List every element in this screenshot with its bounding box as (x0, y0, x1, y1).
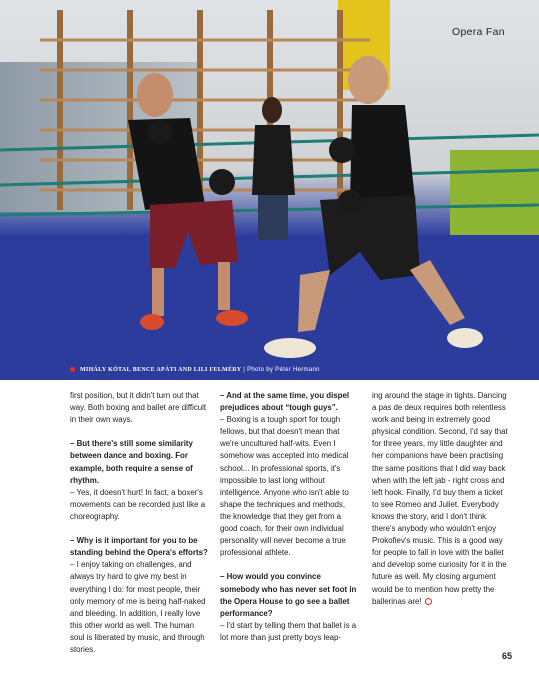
interview-answer: – Boxing is a tough sport for tough fellows, but that doesn't mean that we're uncultured half-wits. Even I somehow was accepted into medical school... In professional sports, it's impossible to last long without intelligence. Anyone who isn't able to shape the techniques and methods, the knowledge that they get from a good coach, for their own individual personality will never become a true professional athlete. (220, 415, 349, 558)
interview-answer: – I enjoy taking on challenges, and always try hard to give my best in everything I do: for most people, their only memory of me is being half-naked and bleeding. In addition, I really love this other world as well. The human soul is liberated by music, and through stories. (70, 560, 206, 654)
end-of-article-icon (425, 598, 432, 605)
paragraph-gap (70, 523, 208, 535)
interview-question: – How would you convince somebody who has never set foot in the Opera House to go see a ballet performance? (220, 572, 357, 618)
interview-answer: ing around the stage in tights. Dancing a pas de deux requires both relentless work and being in extremely good physical condition. Second, I'd say that for three years, my little daughter and her companions have been practising the same positions that I did way back when with the left jab - right cross and left hook. Finally, I'd buy them a ticket to see Romeo and Juliet. Everybody knows the story, and I don't think there's anybody who wouldn't enjoy Prokofiev's music. This is a good way for people to fall in love with the ballet and develop some curiosity for it in the future as well. My closing argument would be to mention how pretty the ballerinas are! (372, 391, 508, 606)
interview-question: – But there's still some similarity between dance and boxing. For example, both require a sense of rhythm. (70, 439, 193, 485)
interview-answer: – I'd start by telling them that ballet is a lot more than just pretty boys leap- (220, 620, 357, 642)
paragraph-gap (70, 426, 208, 438)
interview-question: – And at the same time, you dispel prejudices about “tough guys”. (220, 391, 350, 413)
interview-answer: – Yes, it doesn't hurt! In fact, a boxer's movements can be recorded just like a choreography. (70, 487, 206, 521)
text-column-2 (220, 390, 358, 644)
photo-caption (70, 367, 320, 373)
text-column-3 (372, 390, 510, 608)
interview-answer: first position, but it didn't turn out that way. Both boxing and ballet are difficult in their own ways. (70, 391, 207, 425)
caption-bullet-icon (70, 367, 75, 372)
section-header: Opera Fan (452, 26, 505, 38)
interview-question: – Why is it important for you to be standing behind the Opera's efforts? (70, 536, 208, 558)
page-number: 65 (502, 651, 513, 661)
caption-credit: | Photo by Péter Hermann (243, 367, 320, 374)
paragraph-gap (220, 559, 358, 571)
text-column-1 (70, 390, 208, 656)
caption-names: MIHÁLY KÓTAI, BENCE APÁTI AND LILI FELMÉRY (79, 367, 242, 374)
